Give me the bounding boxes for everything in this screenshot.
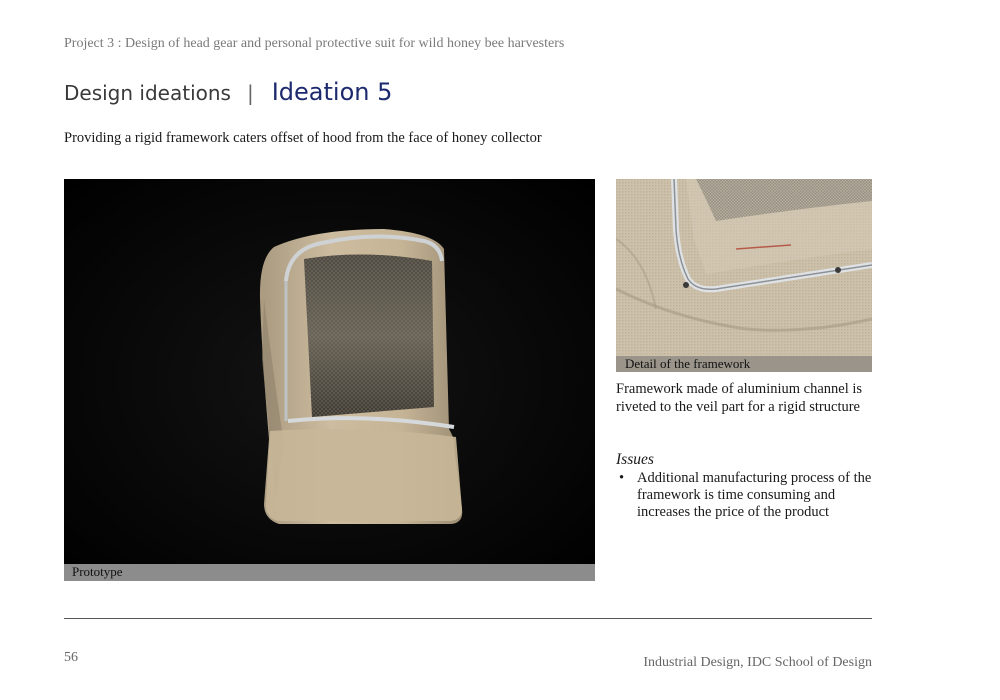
project-title: Project 3 : Design of head gear and personal protective suit for wild honey bee harvesters [64,36,565,51]
section-title: Design ideations [64,81,231,105]
detail-caption-bar [616,356,872,372]
intro-text: Providing a rigid framework caters offset of hood from the face of honey collector [64,130,542,146]
bullet-icon: • [619,470,625,486]
footer-divider [64,618,872,619]
footer-publisher: Industrial Design, IDC School of Design [643,655,872,670]
ideation-title: Ideation 5 [271,78,393,106]
heading-separator: | [246,81,254,105]
framework-detail-illustration [616,179,872,372]
issue-text: Additional manufacturing process of the framework is time consuming and increases the price of the product [637,470,872,520]
detail-caption: Detail of the framework [625,356,751,371]
hood-prototype-illustration [64,179,595,581]
prototype-photo [64,179,595,581]
prototype-caption: Prototype [72,564,123,579]
page-number: 56 [64,650,78,665]
issue-item [616,470,874,521]
issues-heading: Issues [616,451,654,468]
framework-detail-photo [616,179,872,372]
issues-list [616,470,874,521]
prototype-caption-bar [64,564,595,581]
framework-description: Framework made of aluminium channel is riveted to the veil part for a rigid structure [616,381,863,415]
page-heading [64,78,392,106]
